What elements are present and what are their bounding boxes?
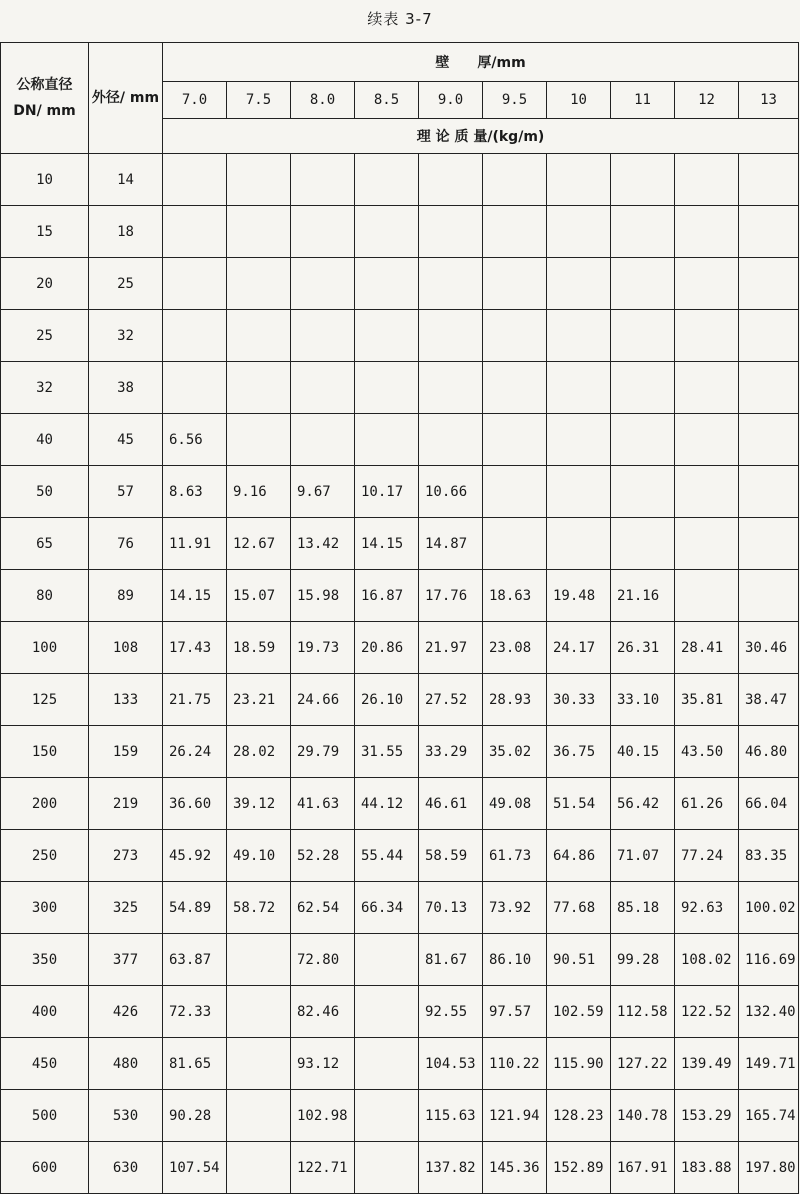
theoretical-mass-header: 理 论 质 量/(kg/m) <box>163 119 799 154</box>
mass-cell: 31.55 <box>355 726 419 778</box>
dn-cell: 20 <box>1 258 89 310</box>
mass-cell: 10.17 <box>355 466 419 518</box>
mass-cell <box>739 206 799 258</box>
mass-cell: 49.08 <box>483 778 547 830</box>
dn-cell: 250 <box>1 830 89 882</box>
mass-cell: 46.61 <box>419 778 483 830</box>
mass-cell: 19.48 <box>547 570 611 622</box>
od-cell: 89 <box>89 570 163 622</box>
mass-cell <box>675 206 739 258</box>
od-cell: 325 <box>89 882 163 934</box>
mass-cell <box>675 518 739 570</box>
table-row <box>1 206 799 258</box>
mass-cell: 100.02 <box>739 882 799 934</box>
mass-cell <box>611 310 675 362</box>
mass-cell: 10.66 <box>419 466 483 518</box>
thickness-header-cell: 12 <box>675 82 739 119</box>
od-cell: 18 <box>89 206 163 258</box>
mass-cell: 104.53 <box>419 1038 483 1090</box>
mass-cell: 28.93 <box>483 674 547 726</box>
mass-cell: 72.80 <box>291 934 355 986</box>
mass-cell: 6.56 <box>163 414 227 466</box>
thickness-header-cell: 13 <box>739 82 799 119</box>
mass-cell: 23.08 <box>483 622 547 674</box>
mass-cell: 28.02 <box>227 726 291 778</box>
mass-cell: 61.26 <box>675 778 739 830</box>
mass-cell: 18.63 <box>483 570 547 622</box>
od-cell: 25 <box>89 258 163 310</box>
mass-cell <box>419 258 483 310</box>
mass-cell: 38.47 <box>739 674 799 726</box>
od-cell: 273 <box>89 830 163 882</box>
dn-cell: 50 <box>1 466 89 518</box>
mass-cell: 102.59 <box>547 986 611 1038</box>
mass-cell: 149.71 <box>739 1038 799 1090</box>
mass-cell <box>483 206 547 258</box>
mass-cell: 26.31 <box>611 622 675 674</box>
od-cell: 32 <box>89 310 163 362</box>
mass-cell <box>675 466 739 518</box>
table-row <box>1 362 799 414</box>
thickness-header-cell: 7.5 <box>227 82 291 119</box>
mass-cell: 102.98 <box>291 1090 355 1142</box>
od-cell: 159 <box>89 726 163 778</box>
mass-cell: 127.22 <box>611 1038 675 1090</box>
mass-cell: 17.76 <box>419 570 483 622</box>
mass-cell <box>227 258 291 310</box>
mass-cell: 152.89 <box>547 1142 611 1194</box>
mass-cell <box>227 414 291 466</box>
mass-cell: 14.15 <box>163 570 227 622</box>
mass-cell: 62.54 <box>291 882 355 934</box>
mass-cell: 35.02 <box>483 726 547 778</box>
mass-cell <box>739 362 799 414</box>
mass-cell <box>611 362 675 414</box>
mass-cell: 33.10 <box>611 674 675 726</box>
mass-cell: 21.75 <box>163 674 227 726</box>
mass-cell <box>291 310 355 362</box>
mass-cell: 43.50 <box>675 726 739 778</box>
od-header: 外径/ mm <box>89 43 163 154</box>
dn-cell: 300 <box>1 882 89 934</box>
mass-cell <box>675 362 739 414</box>
mass-cell <box>291 206 355 258</box>
od-cell: 377 <box>89 934 163 986</box>
mass-cell: 45.92 <box>163 830 227 882</box>
mass-cell <box>611 518 675 570</box>
table-row <box>1 1142 799 1194</box>
mass-cell: 66.34 <box>355 882 419 934</box>
table-row <box>1 934 799 986</box>
mass-cell <box>291 258 355 310</box>
mass-cell <box>483 466 547 518</box>
mass-cell <box>163 310 227 362</box>
mass-cell: 8.63 <box>163 466 227 518</box>
mass-cell <box>739 518 799 570</box>
mass-cell: 81.67 <box>419 934 483 986</box>
mass-cell: 55.44 <box>355 830 419 882</box>
mass-cell: 13.42 <box>291 518 355 570</box>
mass-cell: 39.12 <box>227 778 291 830</box>
mass-cell: 24.66 <box>291 674 355 726</box>
mass-cell <box>547 206 611 258</box>
mass-cell <box>291 154 355 206</box>
mass-cell <box>547 466 611 518</box>
mass-cell: 116.69 <box>739 934 799 986</box>
dn-cell: 125 <box>1 674 89 726</box>
mass-cell <box>739 570 799 622</box>
mass-cell: 26.24 <box>163 726 227 778</box>
mass-cell: 26.10 <box>355 674 419 726</box>
mass-cell: 121.94 <box>483 1090 547 1142</box>
mass-cell <box>483 518 547 570</box>
mass-cell <box>163 206 227 258</box>
mass-cell <box>227 1142 291 1194</box>
mass-cell: 9.16 <box>227 466 291 518</box>
mass-cell: 73.92 <box>483 882 547 934</box>
mass-cell: 97.57 <box>483 986 547 1038</box>
mass-cell: 18.59 <box>227 622 291 674</box>
mass-cell <box>227 934 291 986</box>
mass-cell: 40.15 <box>611 726 675 778</box>
mass-cell: 30.46 <box>739 622 799 674</box>
mass-cell: 167.91 <box>611 1142 675 1194</box>
mass-cell: 77.68 <box>547 882 611 934</box>
thickness-header-cell: 10 <box>547 82 611 119</box>
mass-cell: 46.80 <box>739 726 799 778</box>
mass-cell <box>675 570 739 622</box>
table-row <box>1 622 799 674</box>
mass-cell <box>227 1038 291 1090</box>
wall-thickness-header: 壁 厚/mm <box>163 43 799 82</box>
mass-cell: 51.54 <box>547 778 611 830</box>
mass-cell: 35.81 <box>675 674 739 726</box>
table-row <box>1 1038 799 1090</box>
mass-cell <box>611 414 675 466</box>
mass-cell: 36.60 <box>163 778 227 830</box>
mass-cell: 15.98 <box>291 570 355 622</box>
mass-cell <box>611 258 675 310</box>
mass-cell: 107.54 <box>163 1142 227 1194</box>
pipe-mass-table <box>0 42 799 1194</box>
mass-cell <box>355 206 419 258</box>
mass-cell: 86.10 <box>483 934 547 986</box>
dn-cell: 40 <box>1 414 89 466</box>
mass-cell <box>739 310 799 362</box>
mass-cell: 90.28 <box>163 1090 227 1142</box>
mass-cell <box>419 362 483 414</box>
mass-cell: 56.42 <box>611 778 675 830</box>
mass-cell: 70.13 <box>419 882 483 934</box>
od-cell: 108 <box>89 622 163 674</box>
mass-cell: 92.63 <box>675 882 739 934</box>
mass-cell <box>227 986 291 1038</box>
mass-cell: 49.10 <box>227 830 291 882</box>
mass-cell: 27.52 <box>419 674 483 726</box>
mass-cell: 15.07 <box>227 570 291 622</box>
thickness-header-cell: 8.0 <box>291 82 355 119</box>
dn-cell: 600 <box>1 1142 89 1194</box>
od-cell: 76 <box>89 518 163 570</box>
table-row <box>1 830 799 882</box>
mass-cell: 122.71 <box>291 1142 355 1194</box>
dn-cell: 25 <box>1 310 89 362</box>
mass-cell: 153.29 <box>675 1090 739 1142</box>
dn-cell: 65 <box>1 518 89 570</box>
mass-cell <box>291 414 355 466</box>
mass-cell <box>483 414 547 466</box>
mass-cell: 17.43 <box>163 622 227 674</box>
dn-cell: 400 <box>1 986 89 1038</box>
mass-cell <box>483 258 547 310</box>
mass-cell <box>739 414 799 466</box>
mass-cell <box>675 310 739 362</box>
table-row <box>1 466 799 518</box>
mass-cell: 52.28 <box>291 830 355 882</box>
dn-cell: 150 <box>1 726 89 778</box>
table-row <box>1 882 799 934</box>
mass-cell <box>227 1090 291 1142</box>
mass-cell: 58.59 <box>419 830 483 882</box>
mass-cell: 72.33 <box>163 986 227 1038</box>
mass-cell <box>355 934 419 986</box>
mass-cell: 29.79 <box>291 726 355 778</box>
mass-cell: 71.07 <box>611 830 675 882</box>
table-row <box>1 674 799 726</box>
mass-cell: 11.91 <box>163 518 227 570</box>
mass-cell: 82.46 <box>291 986 355 1038</box>
dn-cell: 100 <box>1 622 89 674</box>
mass-cell: 24.17 <box>547 622 611 674</box>
dn-cell: 32 <box>1 362 89 414</box>
od-cell: 219 <box>89 778 163 830</box>
mass-cell: 112.58 <box>611 986 675 1038</box>
mass-cell <box>611 466 675 518</box>
mass-cell: 81.65 <box>163 1038 227 1090</box>
mass-cell: 145.36 <box>483 1142 547 1194</box>
mass-cell <box>675 258 739 310</box>
mass-cell <box>547 414 611 466</box>
mass-cell <box>611 154 675 206</box>
mass-cell: 110.22 <box>483 1038 547 1090</box>
mass-cell: 197.80 <box>739 1142 799 1194</box>
mass-cell: 54.89 <box>163 882 227 934</box>
table-row <box>1 258 799 310</box>
mass-cell: 108.02 <box>675 934 739 986</box>
mass-cell: 21.16 <box>611 570 675 622</box>
mass-cell <box>355 310 419 362</box>
mass-cell: 36.75 <box>547 726 611 778</box>
dn-header: 公称直径 DN/ mm <box>1 43 89 154</box>
mass-cell: 128.23 <box>547 1090 611 1142</box>
mass-cell <box>227 206 291 258</box>
od-cell: 530 <box>89 1090 163 1142</box>
mass-cell: 83.35 <box>739 830 799 882</box>
table-row <box>1 570 799 622</box>
table-row <box>1 778 799 830</box>
table-row <box>1 518 799 570</box>
mass-cell <box>355 1142 419 1194</box>
mass-cell: 44.12 <box>355 778 419 830</box>
table-row <box>1 1090 799 1142</box>
mass-cell: 93.12 <box>291 1038 355 1090</box>
mass-cell <box>547 362 611 414</box>
thickness-header-cell: 9.5 <box>483 82 547 119</box>
mass-cell <box>355 362 419 414</box>
mass-cell <box>419 154 483 206</box>
mass-cell: 165.74 <box>739 1090 799 1142</box>
mass-cell: 77.24 <box>675 830 739 882</box>
mass-cell <box>739 154 799 206</box>
mass-cell: 66.04 <box>739 778 799 830</box>
mass-cell <box>419 206 483 258</box>
mass-cell: 12.67 <box>227 518 291 570</box>
mass-cell: 28.41 <box>675 622 739 674</box>
thickness-header-cell: 8.5 <box>355 82 419 119</box>
mass-cell <box>291 362 355 414</box>
mass-cell <box>355 258 419 310</box>
mass-cell <box>547 518 611 570</box>
mass-cell: 41.63 <box>291 778 355 830</box>
mass-cell <box>547 310 611 362</box>
dn-cell: 200 <box>1 778 89 830</box>
mass-cell <box>355 414 419 466</box>
mass-cell <box>227 362 291 414</box>
mass-cell: 58.72 <box>227 882 291 934</box>
mass-cell: 139.49 <box>675 1038 739 1090</box>
mass-cell: 61.73 <box>483 830 547 882</box>
mass-cell: 30.33 <box>547 674 611 726</box>
mass-cell: 16.87 <box>355 570 419 622</box>
mass-cell: 64.86 <box>547 830 611 882</box>
mass-cell: 20.86 <box>355 622 419 674</box>
mass-cell <box>163 154 227 206</box>
od-cell: 45 <box>89 414 163 466</box>
mass-cell: 14.87 <box>419 518 483 570</box>
mass-cell: 21.97 <box>419 622 483 674</box>
mass-cell: 23.21 <box>227 674 291 726</box>
od-cell: 14 <box>89 154 163 206</box>
dn-cell: 15 <box>1 206 89 258</box>
mass-cell: 90.51 <box>547 934 611 986</box>
od-cell: 38 <box>89 362 163 414</box>
od-cell: 133 <box>89 674 163 726</box>
mass-cell: 132.40 <box>739 986 799 1038</box>
table-row <box>1 310 799 362</box>
od-cell: 426 <box>89 986 163 1038</box>
mass-cell: 140.78 <box>611 1090 675 1142</box>
mass-cell <box>483 310 547 362</box>
thickness-header-cell: 9.0 <box>419 82 483 119</box>
mass-cell <box>355 154 419 206</box>
mass-cell: 137.82 <box>419 1142 483 1194</box>
table-row <box>1 726 799 778</box>
mass-cell <box>355 986 419 1038</box>
mass-cell <box>227 310 291 362</box>
thickness-header-cell: 11 <box>611 82 675 119</box>
mass-cell <box>163 258 227 310</box>
mass-cell: 19.73 <box>291 622 355 674</box>
mass-cell: 183.88 <box>675 1142 739 1194</box>
mass-cell <box>355 1090 419 1142</box>
table-row <box>1 154 799 206</box>
od-cell: 57 <box>89 466 163 518</box>
mass-cell <box>419 310 483 362</box>
mass-cell <box>739 466 799 518</box>
mass-cell: 92.55 <box>419 986 483 1038</box>
mass-cell <box>547 154 611 206</box>
mass-cell <box>483 154 547 206</box>
dn-cell: 450 <box>1 1038 89 1090</box>
mass-cell <box>419 414 483 466</box>
dn-cell: 500 <box>1 1090 89 1142</box>
mass-cell: 115.90 <box>547 1038 611 1090</box>
od-cell: 480 <box>89 1038 163 1090</box>
dn-cell: 10 <box>1 154 89 206</box>
mass-cell <box>739 258 799 310</box>
thickness-header-cell: 7.0 <box>163 82 227 119</box>
mass-cell: 33.29 <box>419 726 483 778</box>
mass-cell: 9.67 <box>291 466 355 518</box>
mass-cell: 85.18 <box>611 882 675 934</box>
mass-cell: 63.87 <box>163 934 227 986</box>
mass-cell <box>483 362 547 414</box>
mass-cell: 99.28 <box>611 934 675 986</box>
table-caption: 续表 3-7 <box>367 10 433 28</box>
mass-cell: 115.63 <box>419 1090 483 1142</box>
mass-cell <box>611 206 675 258</box>
mass-cell <box>355 1038 419 1090</box>
mass-cell: 14.15 <box>355 518 419 570</box>
mass-cell <box>675 154 739 206</box>
od-cell: 630 <box>89 1142 163 1194</box>
dn-cell: 350 <box>1 934 89 986</box>
mass-cell <box>675 414 739 466</box>
table-row <box>1 414 799 466</box>
dn-cell: 80 <box>1 570 89 622</box>
mass-cell <box>227 154 291 206</box>
mass-cell: 122.52 <box>675 986 739 1038</box>
table-row <box>1 986 799 1038</box>
mass-cell <box>547 258 611 310</box>
mass-cell <box>163 362 227 414</box>
